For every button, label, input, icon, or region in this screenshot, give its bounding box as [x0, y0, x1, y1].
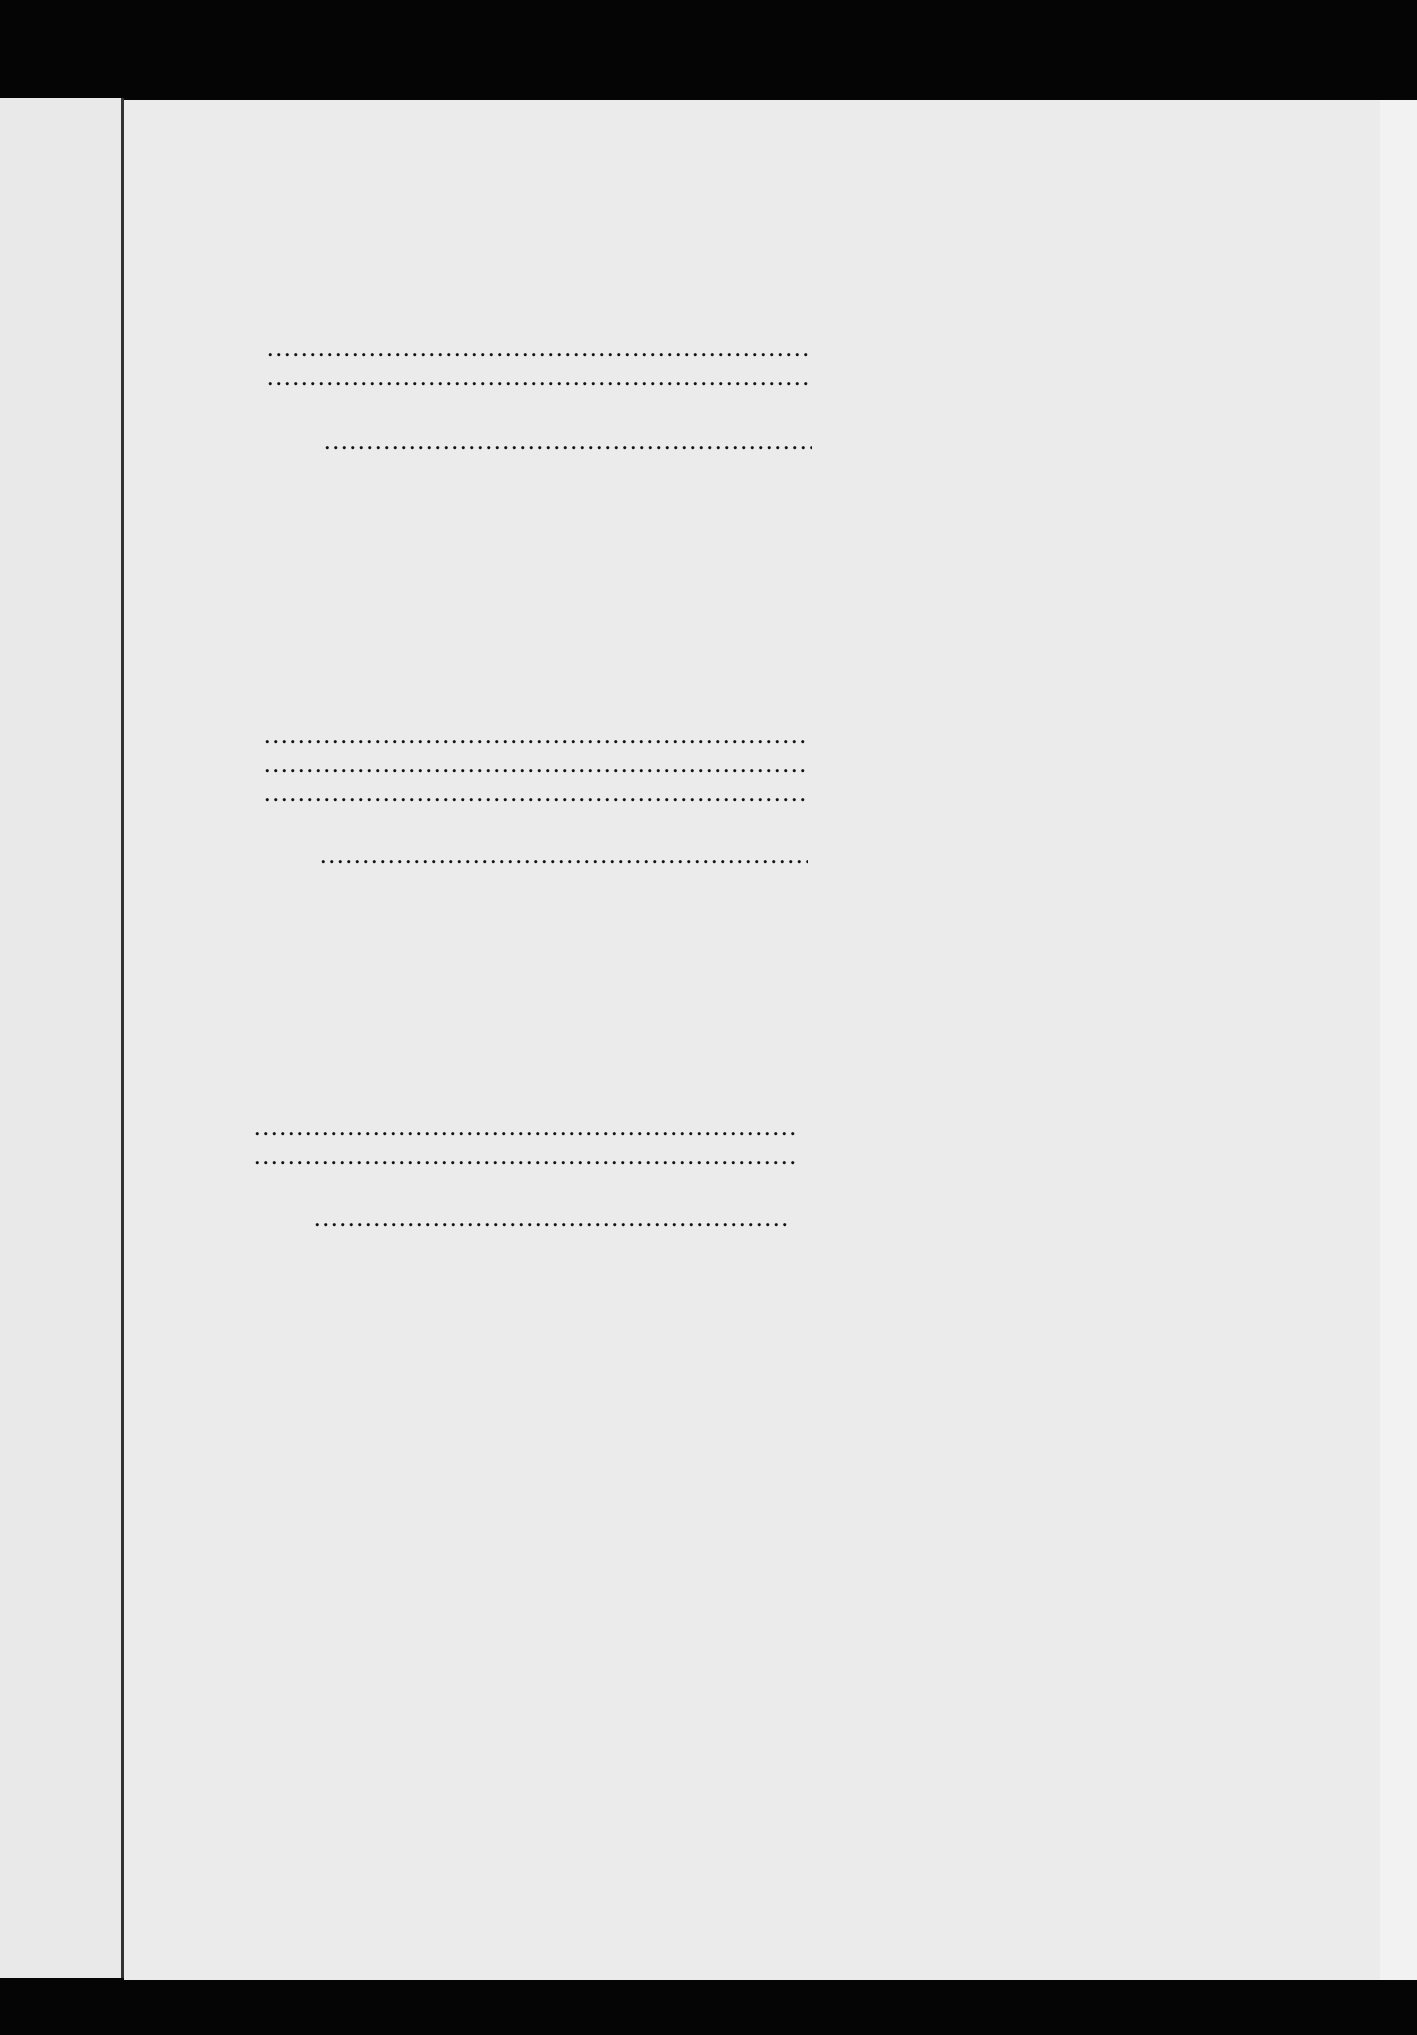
ingredient-row [124, 1199, 1380, 1237]
ingredient-row [124, 778, 1380, 807]
ingredient-name [264, 749, 809, 779]
right-page-edge [1380, 100, 1417, 1980]
ingredient-row [124, 807, 1380, 836]
ingredient-row [124, 304, 1380, 333]
ingredient-row [124, 362, 1380, 391]
ingredient-row [124, 1112, 1380, 1141]
recipe-41 [124, 1100, 1380, 1237]
ingredient-row [124, 1141, 1380, 1170]
ingredient-row [124, 391, 1380, 420]
ingredient-table [124, 720, 1380, 874]
left-page-edge [0, 98, 124, 1978]
ingredient-row [124, 720, 1380, 749]
ingredient-name [267, 362, 812, 392]
ingredient-name [264, 778, 809, 808]
ingredient-row [124, 420, 1380, 462]
ingredient-name [254, 1141, 799, 1171]
ingredient-name [324, 426, 812, 456]
ingredient-name [267, 333, 812, 363]
ingredient-name [264, 720, 809, 750]
recipe-40 [124, 698, 1380, 874]
book-page [124, 100, 1380, 1980]
ingredient-table [124, 304, 1380, 462]
ingredient-name [314, 1203, 789, 1233]
ingredient-row [124, 333, 1380, 362]
ingredient-row [124, 1170, 1380, 1199]
ingredient-name [320, 840, 808, 870]
ingredient-row [124, 836, 1380, 874]
recipe-39 [124, 280, 1380, 462]
ingredient-name [254, 1112, 799, 1142]
ingredient-row [124, 749, 1380, 778]
ingredient-table [124, 1112, 1380, 1237]
